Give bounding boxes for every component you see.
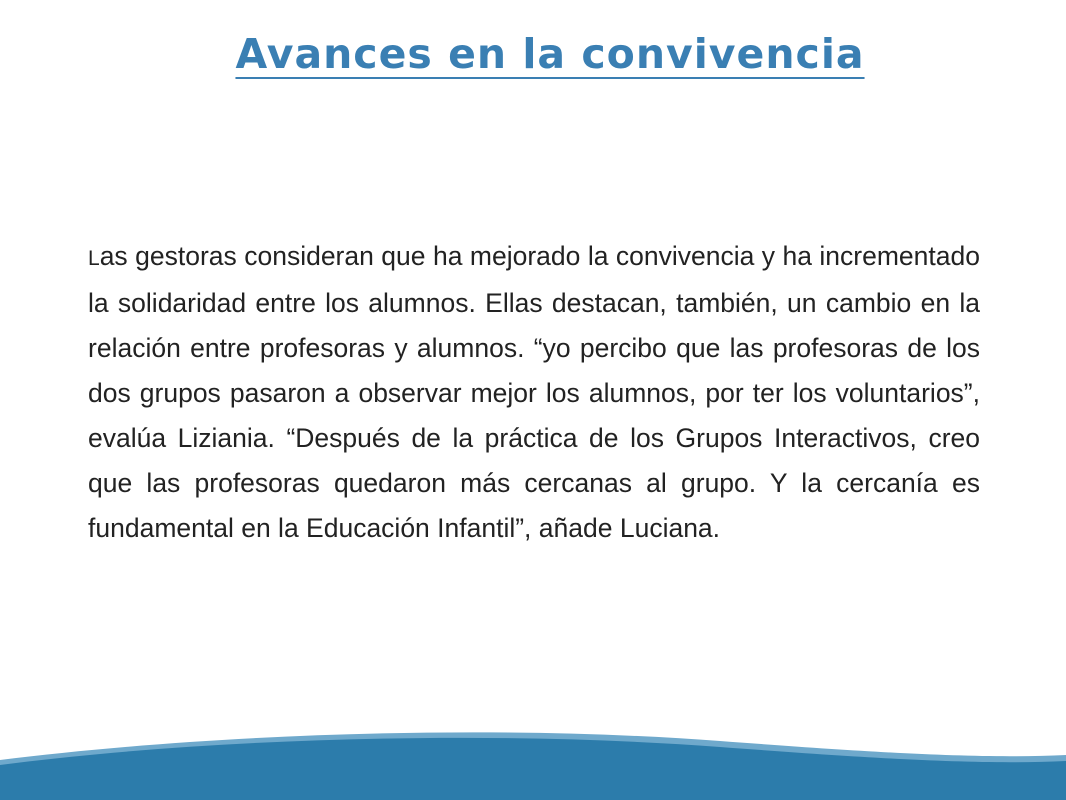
body-paragraph (88, 234, 980, 551)
decorative-wave (0, 725, 1066, 800)
body-first-letter: L (88, 247, 100, 270)
slide-title: Avances en la convivencia (235, 30, 865, 78)
body-text: as gestoras consideran que ha mejorado la convivencia y ha incrementado la solidaridad entre los alumnos. Ellas destacan, también, un cambio en la relación entre profesoras y alumnos. “yo percibo que las profesoras de los dos grupos pasaron a observar mejor los alumnos, por ter los voluntarios”, evalúa Liziania. “Después de la práctica de los Grupos Interactivos, creo que las profesoras quedaron más cercanas al grupo. Y la cercanía es fundamental en la Educación Infantil”, añade Luciana. (88, 241, 980, 543)
